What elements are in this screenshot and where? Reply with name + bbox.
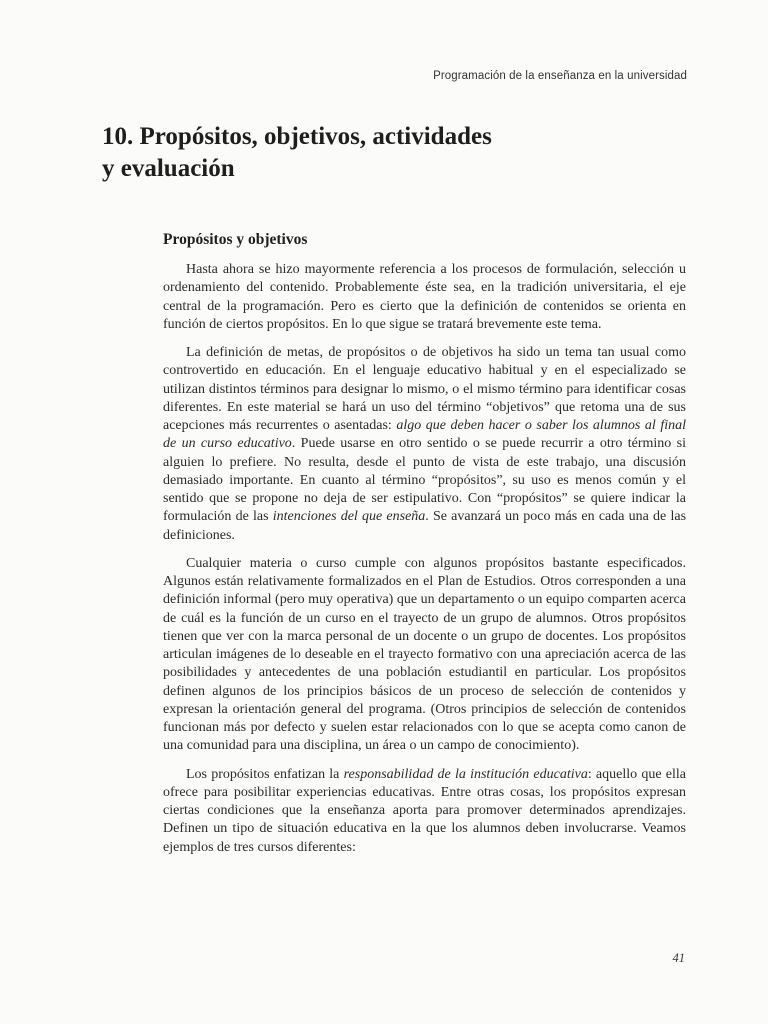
paragraph-2 xyxy=(163,344,686,545)
body-text xyxy=(163,261,686,867)
paragraph-4 xyxy=(163,766,686,857)
running-header: Programación de la enseñanza en la universidad xyxy=(433,70,687,82)
paragraph-2-text-a: La definición de metas, de propósitos o de objetivos ha sido un tema tan usual como controvertido en educación. En el lenguaje educativo habitual y en el especializado se utilizan distintos términos para designar lo mismo, o el mismo término para identificar cosas diferentes. En este material se hará un uso del término “objetivos” que retoma una de sus acepciones más recurrentes o asentadas: xyxy=(163,345,686,433)
paragraph-1: Hasta ahora se hizo mayormente referencia a los procesos de formulación, selección u ordenamiento del contenido. Probablemente éste sea, en la tradición universitaria, el eje central de la programación. Pero es cierto que la definición de contenidos se orienta en función de ciertos propósitos. En lo que sigue se tratará brevemente este tema. xyxy=(163,262,686,332)
chapter-title-line-2: y evaluación xyxy=(102,155,235,182)
chapter-title-line-1: 10. Propósitos, objetivos, actividades xyxy=(102,123,492,150)
paragraph-2-emphasis-2: intenciones del que enseña xyxy=(272,509,426,525)
paragraph-4-text-b: : aquello que ella ofrece para posibilitar experiencias educativas. Entre otras cosas, los propósitos expresan ciertas condiciones que la enseñanza aporta para promover determinados aprendizajes. Definen un tipo de situación educativa en la que los alumnos deben involucrarse. Veamos ejemplos de tres cursos diferentes: xyxy=(163,766,686,855)
paragraph-2-text-b: . Puede usarse en otro sentido o se puede recurrir a otro término si alguien lo prefiere. No resulta, desde el punto de vista de este trabajo, una discusión demasiado importante. En cuanto al término “propósitos”, su uso es menos común y el sentido que se propone no deja de ser estipulativo. Con “propósitos” se quiere indicar la formulación de las xyxy=(163,436,686,525)
paragraph-2-emphasis-1: algo que deben hacer o saber los alumnos al final de un curso educativo xyxy=(163,418,686,452)
paragraph-2-text-c: . Se avanzará un poco más en cada una de las definiciones. xyxy=(163,509,687,543)
paragraph-4-text-a: Los propósitos enfatizan la xyxy=(186,766,344,782)
paragraph-3: Cualquier materia o curso cumple con algunos propósitos bastante especificados. Algunos están relativamente formalizados en el Plan de Estudios. Otros corresponden a una definición informal (pero muy operativa) que un departamento o un equipo comparten acerca de cuál es la función de un curso en el trayecto de un grupo de alumnos. Otros propósitos tienen que ver con la marca personal de un docente o un grupo de docentes. Los propósitos articulan imágenes de lo deseable en el trayecto formativo con una apreciación acerca de las posibilidades y antecedentes de una población estudiantil en particular. Los propósitos definen algunos de los principios básicos de un proceso de selección de contenidos y expresan la orientación general del programa. (Otros principios de selección de contenidos funcionan más por defecto y suelen estar relacionados con lo que se acepta como canon de una comunidad para una disciplina, un área o un campo de conocimiento). xyxy=(163,555,686,754)
chapter-title xyxy=(102,121,622,185)
paragraph-4-emphasis: responsabilidad de la institución educativa xyxy=(343,766,588,782)
section-heading: Propósitos y objetivos xyxy=(163,231,308,248)
page-number: 41 xyxy=(672,951,685,965)
